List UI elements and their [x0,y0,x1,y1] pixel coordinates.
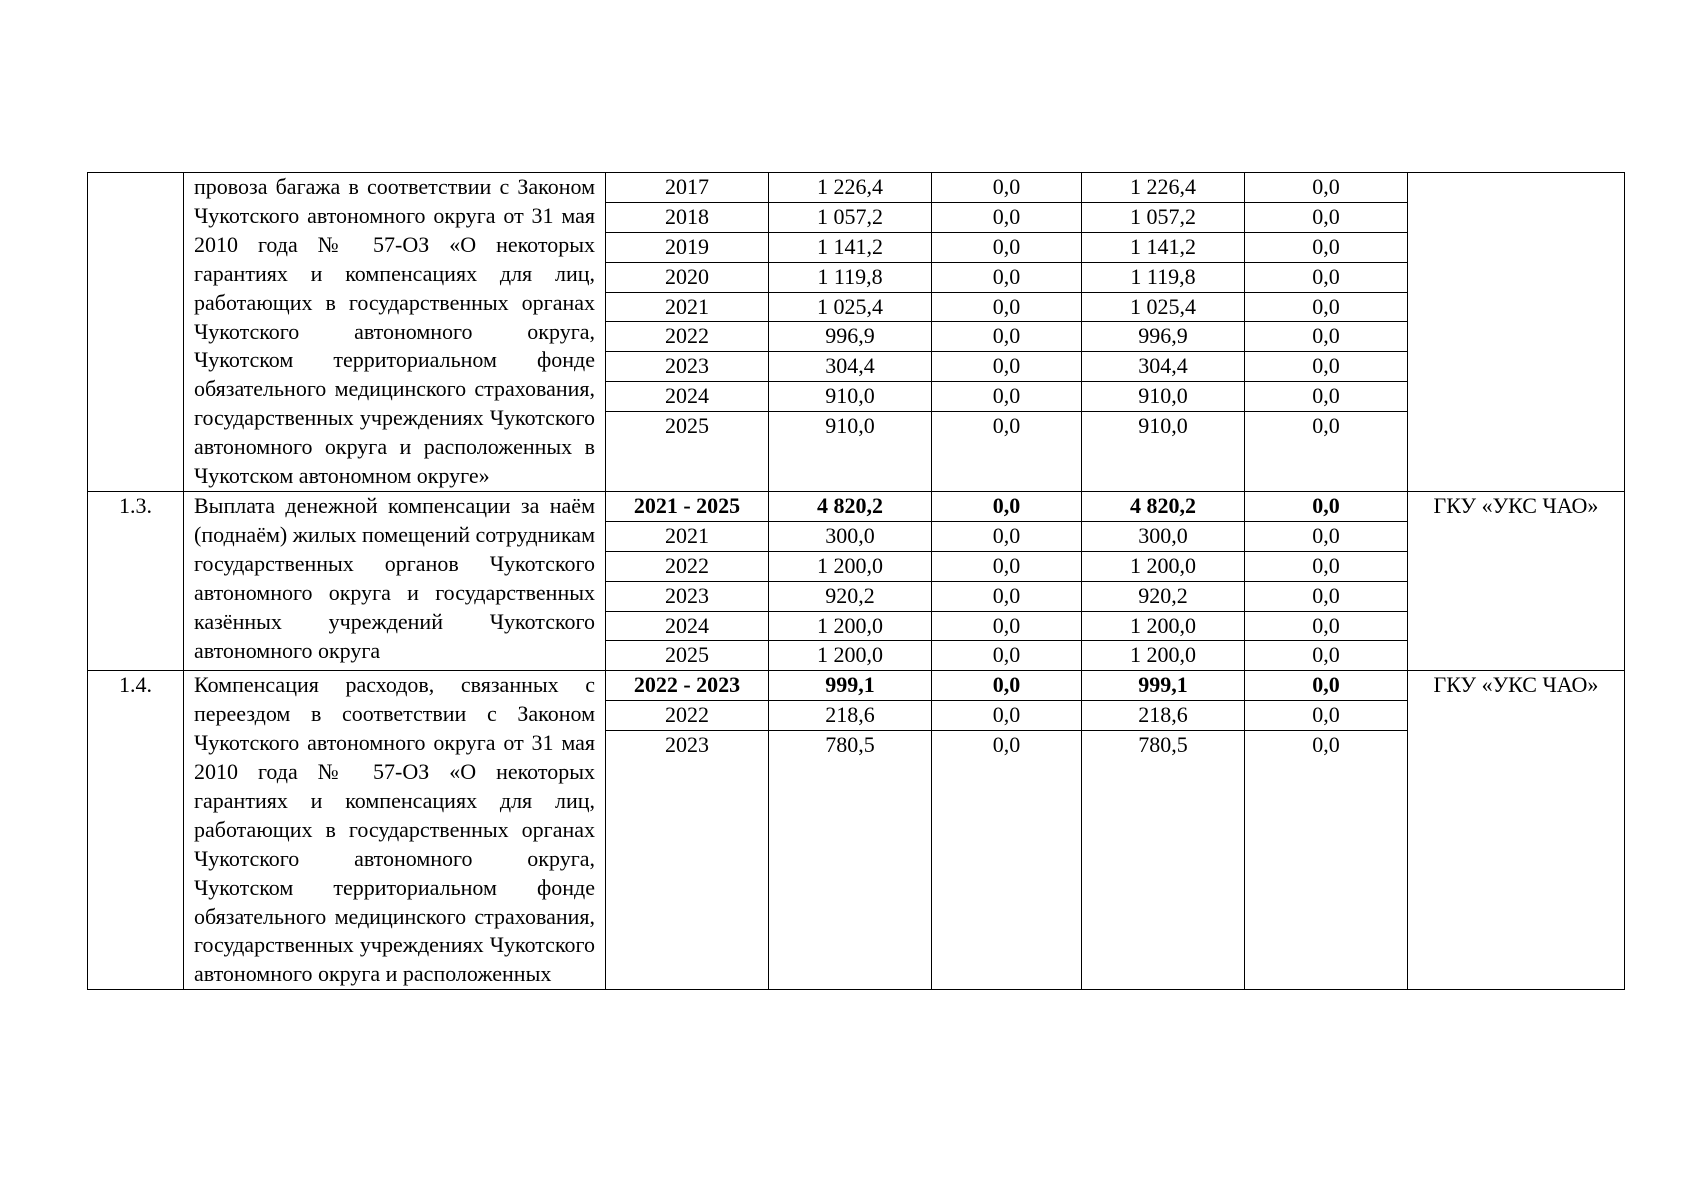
other-sources-value: 0,0 [1245,233,1407,263]
other-sources-value: 0,0 [1245,382,1407,412]
federal-budget-value: 0,0 [932,293,1081,323]
executor-text: ГКУ «УКС ЧАО» [1433,492,1599,518]
regional-budget-value: 1 200,0 [1130,642,1196,668]
federal-budget-value: 0,0 [932,352,1081,382]
total-value: 300,0 [769,522,931,552]
executor [1408,671,1625,990]
table-row [88,491,1625,670]
federal-budget-value: 0,0 [932,173,1081,203]
regional-budget-value: 300,0 [1082,522,1244,552]
activity-description-text: Выплата денежной компенсации за наём (поднаём) жилых помещений сотрудникам государственных органов Чукотского автономного округа и государственных казённых учреждений Чукотского автономного округа [194,492,595,663]
federal-budget-value: 0,0 [932,552,1081,582]
total-value: 304,4 [769,352,931,382]
total-value: 996,9 [769,322,931,352]
year-value: 2024 [606,612,768,642]
activity-description-text: провоза багажа в соответствии с Законом Чукотского автономного округа от 31 мая 2010 года № 57-ОЗ «О некоторых гарантиях и компенсациях для лиц, работающих в государственных органах Чукотского автономного округа, Чукотском территориальном фонде обязательного медицинского страхования, государственных учреждениях Чукотского автономного округа и расположенных в Чукотском автономном округе» [194,174,595,489]
regional-budget-value: 999,1 [1082,671,1244,701]
executor [1408,173,1625,492]
federal-budget-value: 0,0 [932,382,1081,412]
year-value-column [606,491,769,670]
row-number-text: 1.4. [119,672,152,698]
other-sources-value: 0,0 [1245,582,1407,612]
regional-budget-value: 910,0 [1138,413,1188,439]
total-value-column [769,173,932,492]
federal-budget-value: 0,0 [932,582,1081,612]
row-number [88,671,184,990]
activity-description [184,491,606,670]
other-sources-value: 0,0 [1245,263,1407,293]
federal-budget-value: 0,0 [932,322,1081,352]
other-sources-value: 0,0 [1245,203,1407,233]
table-row [88,671,1625,990]
regional-budget-value: 1 226,4 [1082,173,1244,203]
activity-description [184,173,606,492]
year-value: 2022 - 2023 [606,671,768,701]
federal-budget-value-column [932,671,1082,990]
other-sources-value: 0,0 [1312,732,1340,758]
total-value: 780,5 [825,732,875,758]
federal-budget-value: 0,0 [932,522,1081,552]
year-value: 2018 [606,203,768,233]
regional-budget-value: 1 119,8 [1082,263,1244,293]
year-value: 2022 [606,701,768,731]
other-sources-value: 0,0 [1245,612,1407,642]
federal-budget-value: 0,0 [932,492,1081,522]
other-sources-value: 0,0 [1245,492,1407,522]
regional-budget-value: 1 025,4 [1082,293,1244,323]
row-number [88,491,184,670]
year-value: 2017 [606,173,768,203]
year-value-column [606,173,769,492]
regional-budget-value: 1 200,0 [1082,612,1244,642]
row-number-text: 1.3. [119,492,152,518]
year-value: 2022 [606,552,768,582]
row-number [88,173,184,492]
activity-description [184,671,606,990]
executor-text: ГКУ «УКС ЧАО» [1433,672,1599,698]
total-value: 218,6 [769,701,931,731]
total-value-column [769,491,932,670]
federal-budget-value: 0,0 [932,612,1081,642]
financing-table [87,172,1625,990]
total-value: 1 200,0 [769,552,931,582]
federal-budget-value: 0,0 [932,701,1081,731]
year-value: 2021 [606,522,768,552]
other-sources-value: 0,0 [1245,522,1407,552]
year-value: 2025 [665,642,709,668]
year-value: 2023 [606,352,768,382]
total-value: 4 820,2 [769,492,931,522]
other-sources-value-column [1245,173,1408,492]
year-value: 2021 - 2025 [606,492,768,522]
other-sources-value: 0,0 [1245,552,1407,582]
federal-budget-value: 0,0 [992,413,1021,439]
regional-budget-value: 780,5 [1138,732,1188,758]
year-value: 2022 [606,322,768,352]
regional-budget-value-column [1082,491,1245,670]
total-value: 1 141,2 [769,233,931,263]
regional-budget-value-column [1082,173,1245,492]
regional-budget-value: 910,0 [1082,382,1244,412]
federal-budget-value: 0,0 [992,732,1021,758]
executor [1408,491,1625,670]
year-value: 2023 [606,582,768,612]
regional-budget-value: 996,9 [1082,322,1244,352]
regional-budget-value: 304,4 [1082,352,1244,382]
other-sources-value: 0,0 [1245,352,1407,382]
federal-budget-value: 0,0 [932,233,1081,263]
total-value: 920,2 [769,582,931,612]
other-sources-value: 0,0 [1245,671,1407,701]
year-value: 2024 [606,382,768,412]
regional-budget-value: 1 200,0 [1082,552,1244,582]
other-sources-value: 0,0 [1312,413,1340,439]
regional-budget-value: 218,6 [1082,701,1244,731]
total-value: 1 200,0 [817,642,883,668]
total-value: 910,0 [825,413,875,439]
year-value: 2021 [606,293,768,323]
activity-description-text: Компенсация расходов, связанных с переездом в соответствии с Законом Чукотского автономного округа от 31 мая 2010 года № 57-ОЗ «О некоторых гарантиях и компенсациях для лиц, работающих в государственных органах Чукотского автономного округа, Чукотском территориальном фонде обязательного медицинского страхования, государственных учреждениях Чукотского автономного округа и расположенных [194,672,595,987]
year-value-column [606,671,769,990]
federal-budget-value: 0,0 [932,263,1081,293]
federal-budget-value: 0,0 [932,203,1081,233]
federal-budget-value: 0,0 [932,671,1081,701]
other-sources-value: 0,0 [1245,322,1407,352]
total-value: 1 119,8 [769,263,931,293]
total-value: 910,0 [769,382,931,412]
total-value: 1 226,4 [769,173,931,203]
regional-budget-value: 920,2 [1082,582,1244,612]
federal-budget-value-column [932,173,1082,492]
regional-budget-value: 4 820,2 [1082,492,1244,522]
total-value: 1 057,2 [769,203,931,233]
total-value: 999,1 [769,671,931,701]
regional-budget-value-column [1082,671,1245,990]
year-value: 2019 [606,233,768,263]
total-value: 1 025,4 [769,293,931,323]
year-value: 2025 [665,413,709,439]
regional-budget-value: 1 057,2 [1082,203,1244,233]
total-value-column [769,671,932,990]
other-sources-value: 0,0 [1245,293,1407,323]
other-sources-value: 0,0 [1245,701,1407,731]
other-sources-value-column [1245,491,1408,670]
table-row [88,173,1625,492]
year-value: 2023 [665,732,709,758]
total-value: 1 200,0 [769,612,931,642]
other-sources-value-column [1245,671,1408,990]
federal-budget-value-column [932,491,1082,670]
federal-budget-value: 0,0 [992,642,1021,668]
year-value: 2020 [606,263,768,293]
other-sources-value: 0,0 [1245,173,1407,203]
regional-budget-value: 1 141,2 [1082,233,1244,263]
other-sources-value: 0,0 [1312,642,1340,668]
